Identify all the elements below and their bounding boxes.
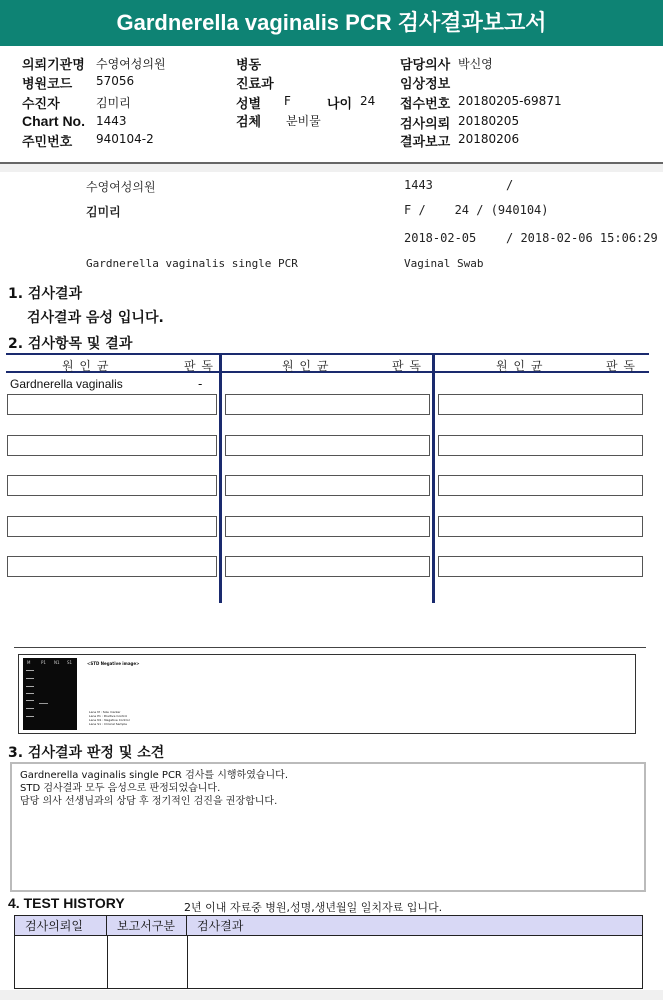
gel-electrophoresis-image	[23, 658, 77, 730]
result-slot	[225, 435, 430, 456]
result-slot	[438, 475, 643, 496]
report-title: Gardnerella vaginalis PCR 검사결과보고서	[0, 0, 663, 46]
info-chart: 1443	[404, 178, 433, 192]
result-header: 판 독	[184, 359, 214, 373]
history-row-divider	[107, 936, 108, 988]
info-institution: 수영여성의원	[86, 180, 156, 194]
request-value: 20180205	[458, 114, 520, 128]
history-table	[14, 915, 643, 989]
clinical-label: 임상정보	[400, 77, 451, 92]
lane-label: M	[27, 660, 31, 665]
result-slot	[7, 394, 217, 415]
ward-label: 병동	[236, 58, 262, 73]
result-slot	[438, 516, 643, 537]
result-slot	[7, 475, 217, 496]
column-divider	[432, 353, 435, 603]
result-slot	[7, 556, 217, 577]
result-slot	[7, 516, 217, 537]
section3-heading: 3. 검사결과 판정 및 소견	[8, 745, 165, 761]
institution-value: 수영여성의원	[96, 57, 166, 71]
history-col-request-date: 검사의뢰일	[15, 916, 107, 936]
history-col-report-type: 보고서구분	[107, 916, 187, 936]
section1-heading: 1. 검사결과	[8, 286, 83, 302]
organism-header: 원 인 균	[496, 359, 544, 373]
gel-legend-item: Lane P1 : Positive Control	[89, 714, 128, 718]
section4-heading: 4. TEST HISTORY	[8, 895, 125, 911]
section2-heading: 2. 검사항목 및 결과	[8, 336, 133, 352]
lane-label: P1	[41, 660, 46, 665]
gel-legend-item: Lane M : Size marker	[89, 710, 121, 714]
specimen-label: 검체	[236, 115, 262, 130]
report-date-label: 결과보고	[400, 135, 451, 150]
info-chart-slash: /	[506, 178, 514, 192]
chart-value: 1443	[96, 114, 127, 128]
report-date-value: 20180206	[458, 132, 520, 146]
result-slot	[438, 435, 643, 456]
history-col-result: 검사결과	[187, 916, 642, 936]
lane-label: S1	[67, 660, 73, 665]
report-header	[0, 46, 663, 164]
gel-band	[26, 686, 34, 687]
doctor-label: 담당의사	[400, 58, 451, 73]
lane-label: N1	[54, 660, 60, 665]
age-label: 나이	[327, 97, 353, 112]
result-slot	[7, 435, 217, 456]
gel-band	[26, 678, 34, 679]
result-slot	[225, 475, 430, 496]
result-slot	[438, 394, 643, 415]
bottom-band	[0, 990, 663, 1000]
id-value: 940104-2	[96, 132, 154, 146]
code-label: 병원코드	[22, 77, 73, 92]
gel-band	[26, 716, 34, 717]
result-organism: Gardnerella vaginalis	[10, 377, 123, 391]
result-slot	[225, 516, 430, 537]
gel-image-panel	[18, 654, 636, 734]
organism-header: 원 인 균	[62, 359, 110, 373]
findings-line: 담당 의사 선생님과의 상담 후 정기적인 검진을 권장합니다.	[20, 796, 278, 807]
findings-line: Gardnerella vaginalis single PCR 검사를 시행하였습니다.	[20, 770, 289, 781]
result-header: 판 독	[606, 359, 636, 373]
info-test-name: Gardnerella vaginalis single PCR	[86, 257, 298, 270]
id-label: 주민번호	[22, 135, 73, 150]
result-slot	[225, 556, 430, 577]
receipt-value: 20180205-69871	[458, 94, 562, 108]
gel-legend-item: Lane N1 : Negative Control	[89, 718, 130, 722]
gel-band	[26, 670, 34, 671]
gel-band	[39, 703, 48, 704]
result-slot	[438, 556, 643, 577]
sex-value: F	[284, 94, 291, 108]
findings-line: STD 검사결과 모두 음성으로 판정되었습니다.	[20, 783, 221, 794]
column-divider	[219, 353, 222, 603]
gel-legend-item: Lane S1 : Clinical Sample	[89, 722, 127, 726]
dept-label: 진료과	[236, 77, 274, 92]
receipt-label: 접수번호	[400, 97, 451, 112]
gel-band	[26, 700, 34, 701]
results-header-col2	[220, 353, 434, 373]
history-row-divider	[187, 936, 188, 988]
chart-label: Chart No.	[22, 113, 85, 129]
result-header: 판 독	[392, 359, 422, 373]
request-label: 검사의뢰	[400, 117, 451, 132]
result-slot	[225, 394, 430, 415]
doctor-value: 박신영	[458, 57, 493, 71]
history-note: 2년 이내 자료중 병원,성명,생년월일 일치자료 입니다.	[184, 901, 443, 914]
gel-panel-title: <STD Negative image>	[87, 661, 140, 666]
findings-box	[10, 762, 646, 892]
institution-label: 의뢰기관명	[22, 58, 85, 73]
sex-label: 성별	[236, 97, 262, 112]
specimen-value: 분비물	[286, 114, 321, 128]
organism-header: 원 인 균	[282, 359, 330, 373]
results-header-col3	[434, 353, 649, 373]
info-report-datetime: / 2018-02-06 15:06:29	[506, 231, 658, 245]
patient-label: 수진자	[22, 97, 60, 112]
gel-band	[26, 708, 34, 709]
patient-value: 김미리	[96, 96, 131, 110]
result-value: -	[198, 377, 203, 391]
age-value: 24	[360, 94, 376, 108]
section1-result-text: 검사결과 음성 입니다.	[27, 310, 164, 326]
code-value: 57056	[96, 74, 135, 88]
info-specimen: Vaginal Swab	[404, 257, 484, 270]
separator-band	[0, 164, 663, 172]
info-sex-age: F / 24 / (940104)	[404, 203, 549, 217]
info-request-date: 2018-02-05	[404, 231, 477, 245]
info-name: 김미리	[86, 205, 121, 219]
results-header-col1	[6, 353, 220, 373]
gel-legend	[89, 710, 130, 726]
divider-line	[14, 647, 646, 648]
gel-band	[26, 693, 34, 694]
